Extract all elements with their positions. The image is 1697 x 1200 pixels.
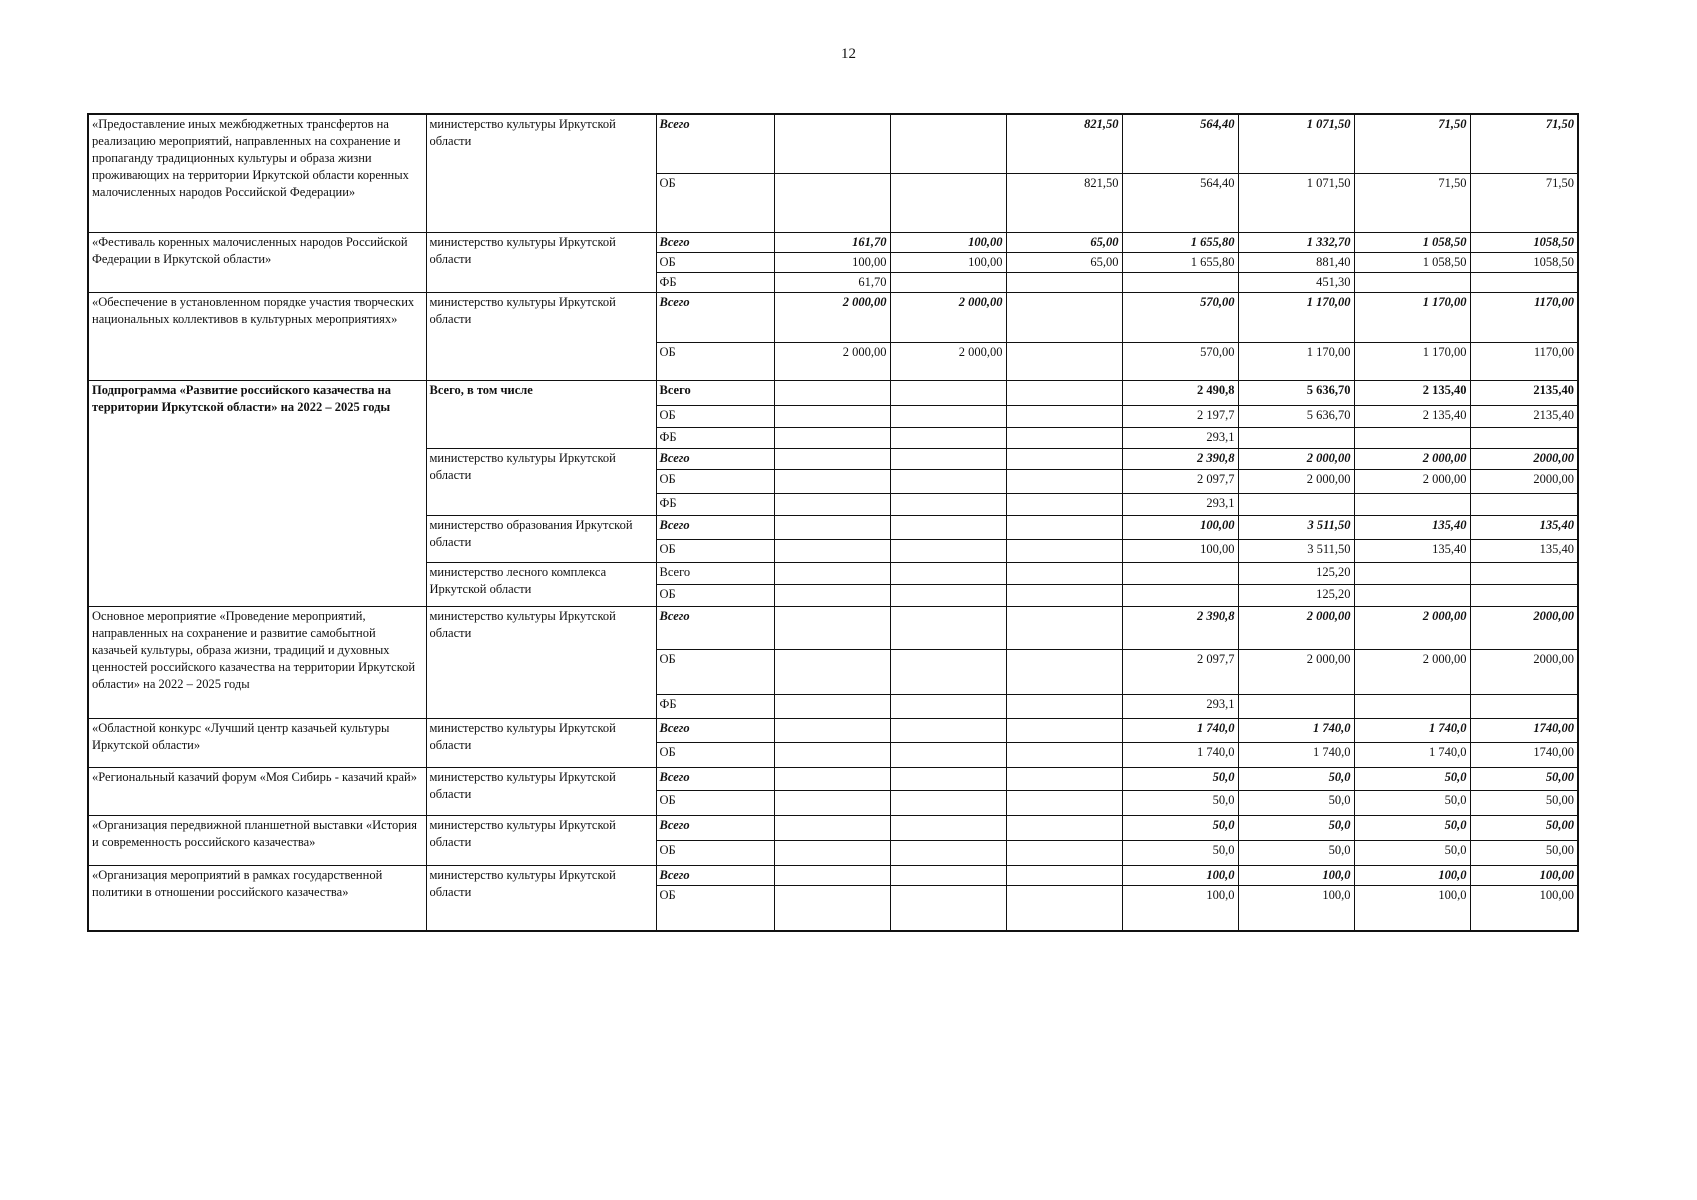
amount-cell: 50,0 xyxy=(1238,840,1354,865)
amount-cell: 293,1 xyxy=(1122,493,1238,515)
amount-cell xyxy=(1006,767,1122,790)
amount-cell: 2135,40 xyxy=(1470,405,1578,427)
amount-cell: 1058,50 xyxy=(1470,252,1578,272)
amount-cell: 50,0 xyxy=(1354,767,1470,790)
amount-cell xyxy=(1006,865,1122,885)
amount-cell: 50,00 xyxy=(1470,767,1578,790)
activity-name-cell: «Предоставление иных межбюджетных трансфертов на реализацию мероприятий, направленных на сохранение и пропаганду традиционных культуры и образа жизни проживающих на территории Иркутской области коренных малочисленных народов Российской Федерации» xyxy=(88,114,426,232)
amount-cell xyxy=(1122,584,1238,606)
amount-cell: 2 097,7 xyxy=(1122,469,1238,493)
executor-cell: министерство культуры Иркутской области xyxy=(426,815,656,865)
amount-cell: 1 071,50 xyxy=(1238,114,1354,173)
amount-cell: 135,40 xyxy=(1354,515,1470,539)
amount-cell: 2 097,7 xyxy=(1122,649,1238,694)
amount-cell: 50,0 xyxy=(1354,840,1470,865)
amount-cell xyxy=(1006,584,1122,606)
funding-source-cell: ОБ xyxy=(656,539,774,562)
amount-cell: 100,0 xyxy=(1354,885,1470,931)
amount-cell: 1 170,00 xyxy=(1238,292,1354,342)
amount-cell: 100,0 xyxy=(1238,865,1354,885)
amount-cell xyxy=(1122,562,1238,584)
amount-cell: 1170,00 xyxy=(1470,292,1578,342)
amount-cell: 100,00 xyxy=(1122,539,1238,562)
amount-cell: 2000,00 xyxy=(1470,448,1578,469)
amount-cell: 161,70 xyxy=(774,232,890,252)
funding-source-cell: ОБ xyxy=(656,342,774,380)
amount-cell: 50,00 xyxy=(1470,840,1578,865)
amount-cell xyxy=(1006,342,1122,380)
amount-cell xyxy=(1238,493,1354,515)
budget-table-body xyxy=(88,114,1578,931)
amount-cell: 1 740,0 xyxy=(1122,718,1238,742)
amount-cell: 1 740,0 xyxy=(1122,742,1238,767)
amount-cell xyxy=(1006,380,1122,405)
amount-cell xyxy=(890,272,1006,292)
executor-cell: министерство культуры Иркутской области xyxy=(426,232,656,292)
funding-source-cell: ФБ xyxy=(656,493,774,515)
amount-cell xyxy=(890,790,1006,815)
amount-cell xyxy=(1238,694,1354,718)
executor-cell: министерство культуры Иркутской области xyxy=(426,448,656,515)
amount-cell: 2 000,00 xyxy=(1238,649,1354,694)
amount-cell xyxy=(1006,790,1122,815)
amount-cell xyxy=(1006,539,1122,562)
amount-cell xyxy=(774,515,890,539)
amount-cell xyxy=(1006,562,1122,584)
executor-cell: министерство культуры Иркутской области xyxy=(426,865,656,931)
amount-cell: 2000,00 xyxy=(1470,469,1578,493)
page-number: 12 xyxy=(841,46,856,62)
amount-cell xyxy=(890,742,1006,767)
amount-cell: 50,0 xyxy=(1122,790,1238,815)
amount-cell xyxy=(1354,694,1470,718)
amount-cell xyxy=(1470,493,1578,515)
amount-cell: 1 170,00 xyxy=(1354,342,1470,380)
funding-source-cell: Всего xyxy=(656,815,774,840)
activity-name-cell: «Фестиваль коренных малочисленных народов Российской Федерации в Иркутской области» xyxy=(88,232,426,292)
table-row xyxy=(88,767,1578,790)
amount-cell xyxy=(1238,427,1354,448)
amount-cell xyxy=(1006,606,1122,649)
amount-cell: 1 655,80 xyxy=(1122,252,1238,272)
funding-source-cell: ОБ xyxy=(656,885,774,931)
funding-source-cell: Всего xyxy=(656,380,774,405)
amount-cell xyxy=(890,539,1006,562)
amount-cell: 50,0 xyxy=(1122,840,1238,865)
executor-cell: Всего, в том числе xyxy=(426,380,656,448)
amount-cell: 100,00 xyxy=(1470,865,1578,885)
amount-cell: 65,00 xyxy=(1006,232,1122,252)
amount-cell xyxy=(890,840,1006,865)
executor-cell: министерство образования Иркутской области xyxy=(426,515,656,562)
executor-cell: министерство культуры Иркутской области xyxy=(426,606,656,718)
amount-cell xyxy=(774,427,890,448)
amount-cell xyxy=(1354,493,1470,515)
amount-cell xyxy=(774,694,890,718)
amount-cell: 451,30 xyxy=(1238,272,1354,292)
amount-cell: 71,50 xyxy=(1470,114,1578,173)
amount-cell: 2 000,00 xyxy=(1354,448,1470,469)
amount-cell xyxy=(1354,272,1470,292)
funding-source-cell: ОБ xyxy=(656,584,774,606)
amount-cell xyxy=(1006,405,1122,427)
activity-name-cell: «Региональный казачий форум «Моя Сибирь - казачий край» xyxy=(88,767,426,815)
amount-cell: 1170,00 xyxy=(1470,342,1578,380)
amount-cell xyxy=(774,815,890,840)
amount-cell xyxy=(1006,694,1122,718)
amount-cell: 50,0 xyxy=(1122,815,1238,840)
amount-cell: 2 000,00 xyxy=(1354,469,1470,493)
amount-cell xyxy=(1006,649,1122,694)
table-row xyxy=(88,292,1578,342)
amount-cell xyxy=(890,767,1006,790)
amount-cell xyxy=(774,885,890,931)
amount-cell xyxy=(1006,718,1122,742)
amount-cell xyxy=(890,448,1006,469)
amount-cell xyxy=(774,606,890,649)
executor-cell: министерство культуры Иркутской области xyxy=(426,292,656,380)
amount-cell: 125,20 xyxy=(1238,562,1354,584)
executor-cell: министерство лесного комплекса Иркутской области xyxy=(426,562,656,606)
amount-cell: 50,0 xyxy=(1122,767,1238,790)
amount-cell: 71,50 xyxy=(1354,114,1470,173)
amount-cell xyxy=(1470,694,1578,718)
amount-cell: 293,1 xyxy=(1122,427,1238,448)
executor-cell: министерство культуры Иркутской области xyxy=(426,114,656,232)
activity-name-cell: «Организация передвижной планшетной выставки «История и современность российского казачества» xyxy=(88,815,426,865)
amount-cell: 50,0 xyxy=(1354,815,1470,840)
amount-cell: 2 135,40 xyxy=(1354,380,1470,405)
activity-name-cell: «Областной конкурс «Лучший центр казачьей культуры Иркутской области» xyxy=(88,718,426,767)
funding-source-cell: Всего xyxy=(656,292,774,342)
amount-cell: 1 740,0 xyxy=(1354,742,1470,767)
amount-cell: 50,0 xyxy=(1238,790,1354,815)
funding-source-cell: ФБ xyxy=(656,272,774,292)
activity-name-cell: Подпрограмма «Развитие российского казачества на территории Иркутской области» на 2022 – 2025 годы xyxy=(88,380,426,606)
funding-source-cell: ФБ xyxy=(656,694,774,718)
amount-cell: 2 000,00 xyxy=(1238,448,1354,469)
amount-cell: 821,50 xyxy=(1006,173,1122,232)
amount-cell: 564,40 xyxy=(1122,173,1238,232)
amount-cell xyxy=(890,114,1006,173)
amount-cell: 1058,50 xyxy=(1470,232,1578,252)
amount-cell xyxy=(1354,562,1470,584)
amount-cell xyxy=(774,649,890,694)
executor-cell: министерство культуры Иркутской области xyxy=(426,718,656,767)
amount-cell: 1 058,50 xyxy=(1354,232,1470,252)
amount-cell xyxy=(774,114,890,173)
amount-cell: 2 000,00 xyxy=(1238,469,1354,493)
amount-cell xyxy=(774,493,890,515)
amount-cell: 50,0 xyxy=(1238,767,1354,790)
amount-cell xyxy=(774,865,890,885)
amount-cell: 2000,00 xyxy=(1470,649,1578,694)
amount-cell: 100,00 xyxy=(1122,515,1238,539)
funding-source-cell: Всего xyxy=(656,114,774,173)
amount-cell: 293,1 xyxy=(1122,694,1238,718)
amount-cell: 2 390,8 xyxy=(1122,606,1238,649)
amount-cell xyxy=(890,405,1006,427)
funding-source-cell: ОБ xyxy=(656,405,774,427)
amount-cell: 5 636,70 xyxy=(1238,380,1354,405)
amount-cell: 1 170,00 xyxy=(1238,342,1354,380)
amount-cell xyxy=(890,427,1006,448)
amount-cell: 100,0 xyxy=(1238,885,1354,931)
table-row xyxy=(88,718,1578,742)
amount-cell xyxy=(1122,272,1238,292)
amount-cell xyxy=(890,606,1006,649)
amount-cell xyxy=(774,790,890,815)
amount-cell xyxy=(890,815,1006,840)
amount-cell: 61,70 xyxy=(774,272,890,292)
amount-cell: 1740,00 xyxy=(1470,742,1578,767)
funding-source-cell: Всего xyxy=(656,448,774,469)
amount-cell: 2000,00 xyxy=(1470,606,1578,649)
amount-cell: 100,0 xyxy=(1354,865,1470,885)
amount-cell: 2 490,8 xyxy=(1122,380,1238,405)
amount-cell: 100,00 xyxy=(890,252,1006,272)
amount-cell: 2 000,00 xyxy=(1238,606,1354,649)
amount-cell: 881,40 xyxy=(1238,252,1354,272)
amount-cell xyxy=(1006,815,1122,840)
amount-cell xyxy=(1470,562,1578,584)
amount-cell: 1 332,70 xyxy=(1238,232,1354,252)
amount-cell: 50,0 xyxy=(1238,815,1354,840)
activity-name-cell: «Обеспечение в установленном порядке участия творческих национальных коллективов в культурных мероприятиях» xyxy=(88,292,426,380)
amount-cell xyxy=(1006,493,1122,515)
table-row xyxy=(88,606,1578,649)
amount-cell xyxy=(774,539,890,562)
amount-cell: 570,00 xyxy=(1122,292,1238,342)
amount-cell xyxy=(890,562,1006,584)
amount-cell: 1 058,50 xyxy=(1354,252,1470,272)
budget-table xyxy=(87,113,1579,932)
amount-cell: 100,0 xyxy=(1122,885,1238,931)
amount-cell: 1 740,0 xyxy=(1354,718,1470,742)
funding-source-cell: Всего xyxy=(656,865,774,885)
amount-cell xyxy=(1470,427,1578,448)
amount-cell: 100,00 xyxy=(890,232,1006,252)
amount-cell: 2 390,8 xyxy=(1122,448,1238,469)
amount-cell xyxy=(1470,272,1578,292)
amount-cell xyxy=(774,405,890,427)
amount-cell: 71,50 xyxy=(1354,173,1470,232)
amount-cell xyxy=(890,865,1006,885)
amount-cell xyxy=(1006,469,1122,493)
amount-cell: 570,00 xyxy=(1122,342,1238,380)
amount-cell: 2 000,00 xyxy=(1354,606,1470,649)
amount-cell xyxy=(1006,272,1122,292)
amount-cell: 1 071,50 xyxy=(1238,173,1354,232)
executor-cell: министерство культуры Иркутской области xyxy=(426,767,656,815)
amount-cell xyxy=(774,448,890,469)
amount-cell: 1740,00 xyxy=(1470,718,1578,742)
amount-cell xyxy=(890,380,1006,405)
amount-cell xyxy=(1470,584,1578,606)
amount-cell: 1 655,80 xyxy=(1122,232,1238,252)
funding-source-cell: ОБ xyxy=(656,469,774,493)
amount-cell: 135,40 xyxy=(1354,539,1470,562)
amount-cell xyxy=(1006,448,1122,469)
funding-source-cell: ОБ xyxy=(656,173,774,232)
amount-cell xyxy=(1006,515,1122,539)
amount-cell: 2 000,00 xyxy=(890,342,1006,380)
amount-cell xyxy=(890,718,1006,742)
amount-cell: 1 740,0 xyxy=(1238,718,1354,742)
funding-source-cell: Всего xyxy=(656,606,774,649)
funding-source-cell: ОБ xyxy=(656,742,774,767)
amount-cell: 5 636,70 xyxy=(1238,405,1354,427)
amount-cell: 65,00 xyxy=(1006,252,1122,272)
funding-source-cell: ОБ xyxy=(656,790,774,815)
table-row xyxy=(88,114,1578,173)
table-row xyxy=(88,232,1578,252)
activity-name-cell: «Организация мероприятий в рамках государственной политики в отношении российского казачества» xyxy=(88,865,426,931)
table-row xyxy=(88,815,1578,840)
amount-cell: 135,40 xyxy=(1470,515,1578,539)
amount-cell xyxy=(890,493,1006,515)
amount-cell xyxy=(774,173,890,232)
activity-name-cell: Основное мероприятие «Проведение мероприятий, направленных на сохранение и развитие самобытной казачьей культуры, образа жизни, традиций и духовных ценностей российского казачества на территории Иркутской области» на 2022 – 2025 годы xyxy=(88,606,426,718)
amount-cell xyxy=(890,885,1006,931)
funding-source-cell: Всего xyxy=(656,232,774,252)
amount-cell: 71,50 xyxy=(1470,173,1578,232)
amount-cell: 1 740,0 xyxy=(1238,742,1354,767)
amount-cell: 564,40 xyxy=(1122,114,1238,173)
amount-cell xyxy=(890,515,1006,539)
amount-cell xyxy=(774,380,890,405)
amount-cell: 2 197,7 xyxy=(1122,405,1238,427)
amount-cell: 100,00 xyxy=(774,252,890,272)
table-row xyxy=(88,865,1578,885)
amount-cell: 50,00 xyxy=(1470,815,1578,840)
amount-cell: 50,0 xyxy=(1354,790,1470,815)
amount-cell xyxy=(774,469,890,493)
amount-cell: 100,00 xyxy=(1470,885,1578,931)
funding-source-cell: ФБ xyxy=(656,427,774,448)
amount-cell: 2135,40 xyxy=(1470,380,1578,405)
amount-cell xyxy=(1006,742,1122,767)
funding-source-cell: Всего xyxy=(656,562,774,584)
amount-cell: 821,50 xyxy=(1006,114,1122,173)
amount-cell: 50,00 xyxy=(1470,790,1578,815)
funding-source-cell: ОБ xyxy=(656,649,774,694)
amount-cell xyxy=(1006,292,1122,342)
amount-cell xyxy=(1354,584,1470,606)
amount-cell xyxy=(890,469,1006,493)
amount-cell xyxy=(774,840,890,865)
table-row xyxy=(88,380,1578,405)
amount-cell xyxy=(774,742,890,767)
amount-cell: 3 511,50 xyxy=(1238,515,1354,539)
amount-cell: 135,40 xyxy=(1470,539,1578,562)
amount-cell xyxy=(1006,885,1122,931)
amount-cell: 2 000,00 xyxy=(774,342,890,380)
amount-cell xyxy=(774,584,890,606)
amount-cell: 2 000,00 xyxy=(774,292,890,342)
amount-cell xyxy=(774,767,890,790)
amount-cell xyxy=(1006,840,1122,865)
amount-cell: 1 170,00 xyxy=(1354,292,1470,342)
funding-source-cell: ОБ xyxy=(656,252,774,272)
amount-cell xyxy=(890,584,1006,606)
funding-source-cell: Всего xyxy=(656,767,774,790)
amount-cell: 2 000,00 xyxy=(1354,649,1470,694)
funding-source-cell: ОБ xyxy=(656,840,774,865)
amount-cell: 2 000,00 xyxy=(890,292,1006,342)
funding-source-cell: Всего xyxy=(656,718,774,742)
amount-cell: 125,20 xyxy=(1238,584,1354,606)
amount-cell: 100,0 xyxy=(1122,865,1238,885)
amount-cell: 3 511,50 xyxy=(1238,539,1354,562)
amount-cell xyxy=(1354,427,1470,448)
amount-cell xyxy=(1006,427,1122,448)
amount-cell: 2 135,40 xyxy=(1354,405,1470,427)
amount-cell xyxy=(890,649,1006,694)
amount-cell xyxy=(774,562,890,584)
funding-source-cell: Всего xyxy=(656,515,774,539)
amount-cell xyxy=(774,718,890,742)
amount-cell xyxy=(890,694,1006,718)
amount-cell xyxy=(890,173,1006,232)
